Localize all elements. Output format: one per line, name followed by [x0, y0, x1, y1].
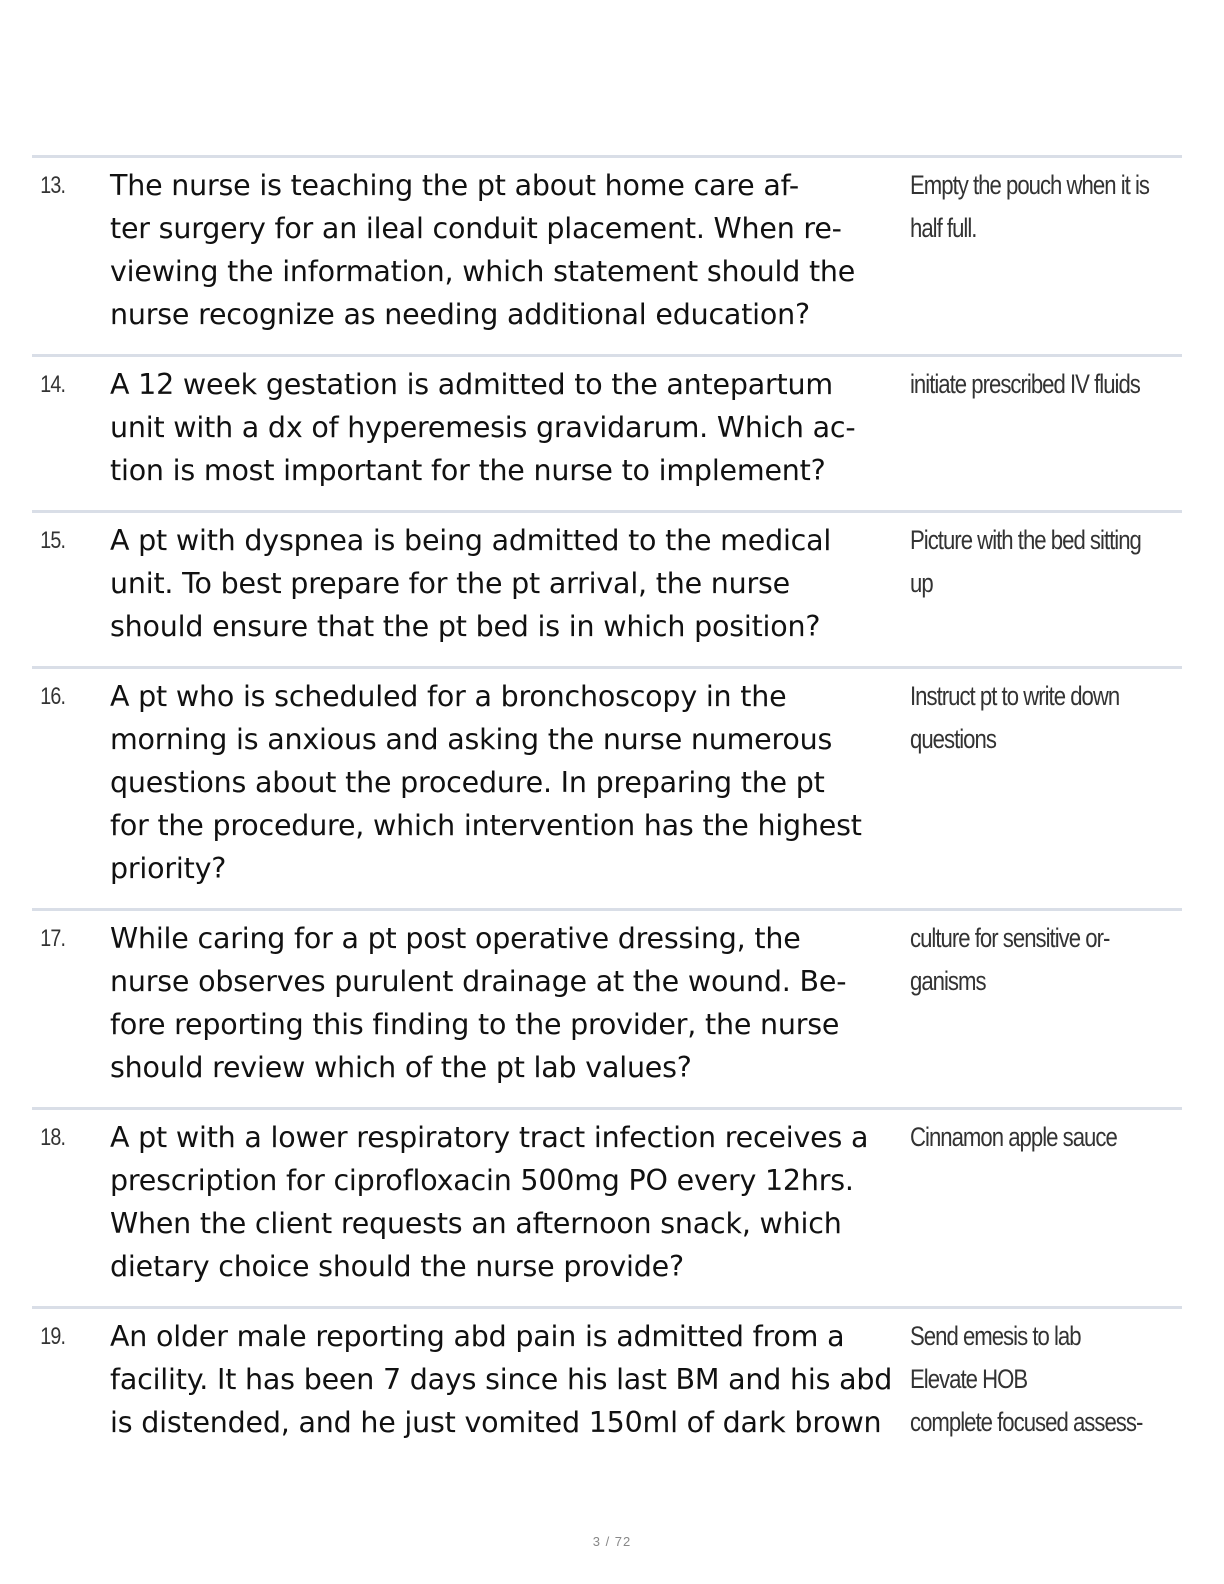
- question-line: should ensure that the pt bed is in which position?: [110, 610, 821, 643]
- question-line: unit with a dx of hyperemesis gravidarum. Which ac-: [110, 411, 856, 444]
- question-number: 16.: [40, 683, 66, 710]
- answer-line: ganisms: [910, 966, 986, 996]
- question-line: When the client requests an afternoon snack, which: [110, 1207, 842, 1240]
- table-row: [32, 357, 1182, 513]
- answer-line: Send emesis to lab: [910, 1321, 1081, 1351]
- question-number: 13.: [40, 172, 66, 199]
- answer-text: [906, 1315, 1182, 1444]
- question-text: [110, 917, 906, 1089]
- question-line: fore reporting this finding to the provider, the nurse: [110, 1008, 840, 1041]
- question-line: The nurse is teaching the pt about home care af-: [110, 169, 799, 202]
- question-line: morning is anxious and asking the nurse numerous: [110, 723, 833, 756]
- question-text: [110, 519, 906, 648]
- question-line: A 12 week gestation is admitted to the antepartum: [110, 368, 833, 401]
- question-text: [110, 675, 906, 890]
- question-text: [110, 1315, 906, 1444]
- question-line: An older male reporting abd pain is admitted from a: [110, 1320, 845, 1353]
- answer-text: [906, 675, 1182, 890]
- question-line: ter surgery for an ileal conduit placement. When re-: [110, 212, 842, 245]
- answer-line: questions: [910, 724, 996, 754]
- question-line: questions about the procedure. In preparing the pt: [110, 766, 825, 799]
- question-line: prescription for ciprofloxacin 500mg PO every 12hrs.: [110, 1164, 854, 1197]
- question-number: 18.: [40, 1124, 66, 1151]
- table-row: [32, 513, 1182, 669]
- answer-text: [906, 363, 1182, 492]
- question-line: tion is most important for the nurse to implement?: [110, 454, 826, 487]
- answer-line: initiate prescribed IV fluids: [910, 369, 1140, 399]
- question-answer-table: [32, 155, 1182, 1444]
- question-line: A pt who is scheduled for a bronchoscopy in the: [110, 680, 787, 713]
- answer-line: Elevate HOB: [910, 1364, 1028, 1394]
- question-number: 15.: [40, 527, 66, 554]
- page-indicator: 3 / 72: [592, 1534, 632, 1549]
- question-text: [110, 1116, 906, 1288]
- question-line: viewing the information, which statement should the: [110, 255, 856, 288]
- question-line: nurse observes purulent drainage at the wound. Be-: [110, 965, 847, 998]
- answer-line: Empty the pouch when it is: [910, 170, 1150, 200]
- answer-line: half full.: [910, 213, 977, 243]
- answer-line: culture for sensitive or-: [910, 923, 1110, 953]
- question-text: [110, 363, 906, 492]
- question-line: dietary choice should the nurse provide?: [110, 1250, 684, 1283]
- table-row: [32, 1309, 1182, 1444]
- question-number: 14.: [40, 371, 66, 398]
- answer-line: Instruct pt to write down: [910, 681, 1120, 711]
- question-line: A pt with a lower respiratory tract infection receives a: [110, 1121, 869, 1154]
- question-number: 19.: [40, 1323, 66, 1350]
- answer-text: [906, 1116, 1182, 1288]
- answer-line: Picture with the bed sitting: [910, 525, 1141, 555]
- answer-line: Cinnamon apple sauce: [910, 1122, 1117, 1152]
- answer-line: up: [910, 568, 933, 598]
- question-line: should review which of the pt lab values?: [110, 1051, 692, 1084]
- question-line: priority?: [110, 852, 227, 885]
- table-row: [32, 669, 1182, 911]
- table-row: [32, 1110, 1182, 1309]
- table-row: [32, 911, 1182, 1110]
- question-line: for the procedure, which intervention has the highest: [110, 809, 862, 842]
- question-number: 17.: [40, 925, 66, 952]
- answer-text: [906, 519, 1182, 648]
- question-line: nurse recognize as needing additional education?: [110, 298, 810, 331]
- answer-text: [906, 164, 1182, 336]
- question-text: [110, 164, 906, 336]
- question-line: facility. It has been 7 days since his last BM and his abd: [110, 1363, 893, 1396]
- question-line: unit. To best prepare for the pt arrival, the nurse: [110, 567, 791, 600]
- question-line: is distended, and he just vomited 150ml of dark brown: [110, 1406, 882, 1439]
- table-row: [32, 158, 1182, 357]
- answer-text: [906, 917, 1182, 1089]
- question-line: While caring for a pt post operative dressing, the: [110, 922, 801, 955]
- question-line: A pt with dyspnea is being admitted to the medical: [110, 524, 832, 557]
- answer-line: complete focused assess-: [910, 1407, 1143, 1437]
